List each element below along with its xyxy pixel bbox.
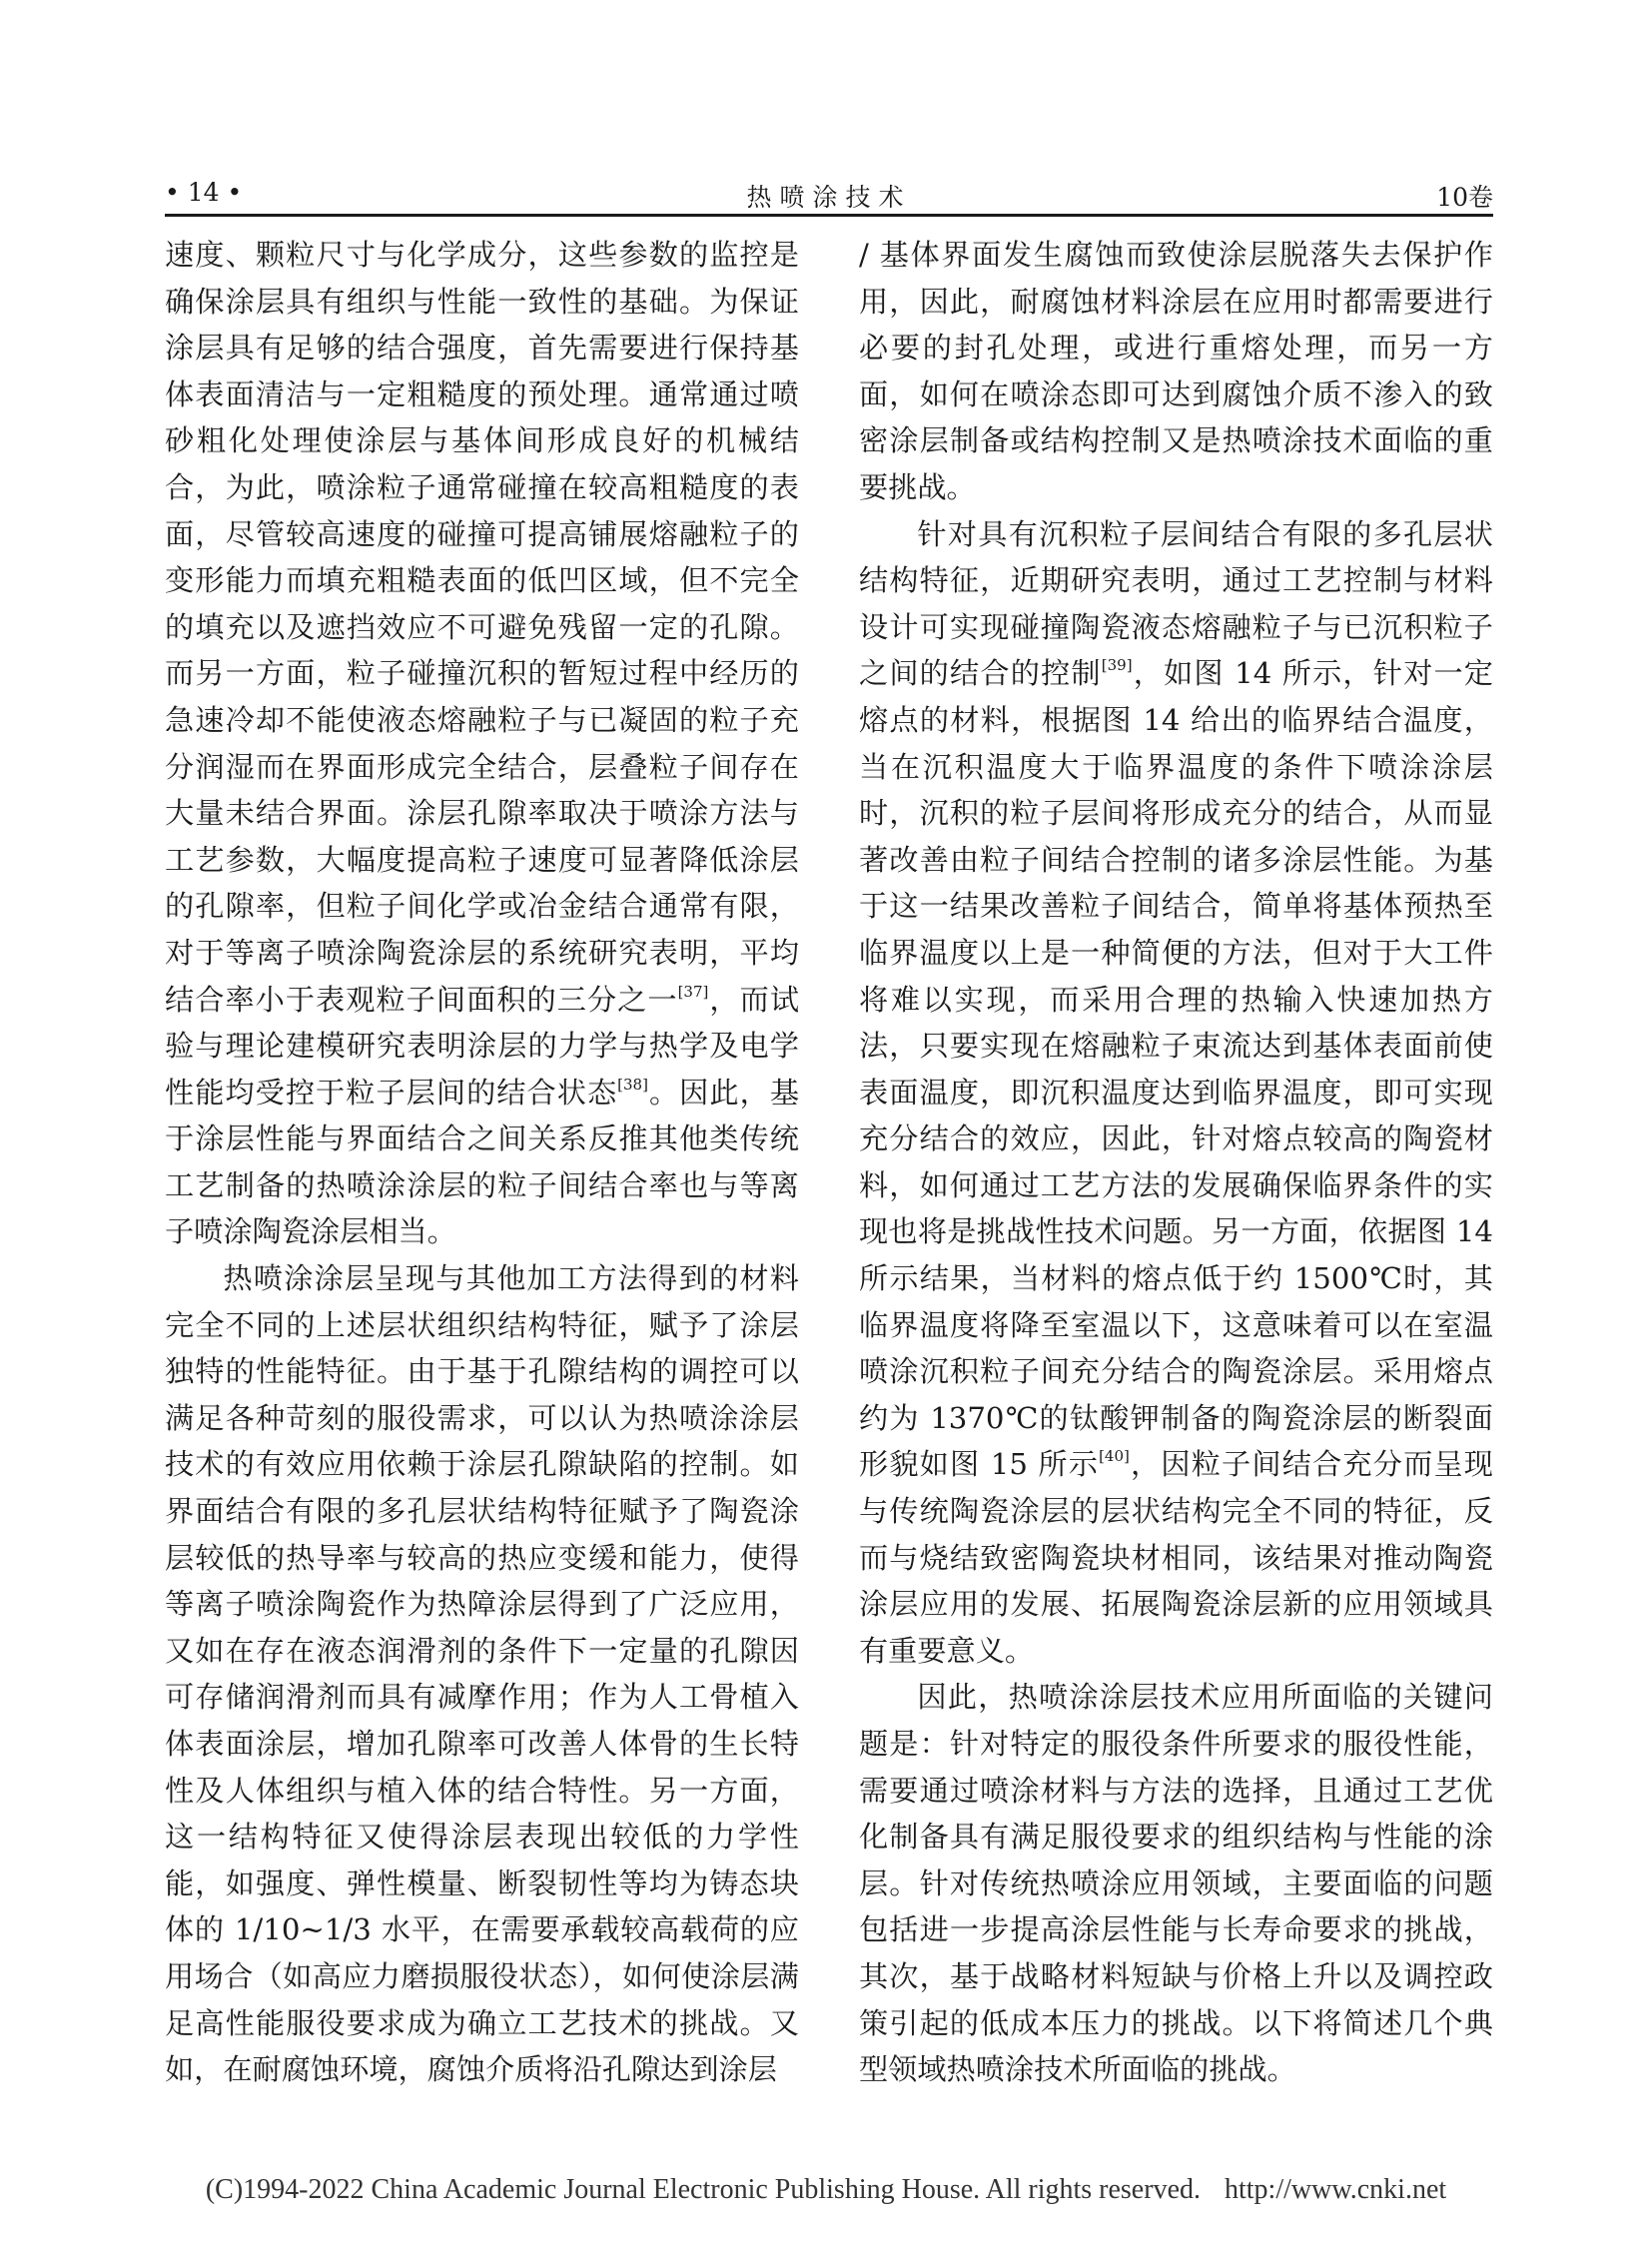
paragraph: 热喷涂涂层呈现与其他加工方法得到的材料完全不同的上述层状组织结构特征，赋予了涂层独特的性能特征。由于基于孔隙结构的调控可以满足各种苛刻的服役需求，可以认为热喷涂涂层技术的有效应用依赖于涂层孔隙缺陷的控制。如界面结合有限的多孔层状结构特征赋予了陶瓷涂层较低的热导率与较高的热应变缓和能力，使得等离子喷涂陶瓷作为热障涂层得到了广泛应用，又如在存在液态润滑剂的条件下一定量的孔隙因可存储润滑剂而具有减摩作用；作为人工骨植入体表面涂层，增加孔隙率可改善人体骨的生长特性及人体组织与植入体的结合特性。另一方面，这一结构特征又使得涂层表现出较低的力学性能，如强度、弹性模量、断裂韧性等均为铸态块体的 1/10~1/3 水平，在需要承载较高载荷的应用场合（如高应力磨损服役状态），如何使涂层满足高性能服役要求成为确立工艺技术的挑战。又如，在耐腐蚀环境，腐蚀介质将沿孔隙达到涂层 xyxy=(165,1261,799,2087)
header-rule xyxy=(165,214,1493,217)
citation-39: [39] xyxy=(1101,656,1133,675)
paragraph-text: 速度、颗粒尺寸与化学成分，这些参数的监控是确保涂层具有组织与性能一致性的基础。为保证涂层具有足够的结合强度，首先需要进行保持基体表面清洁与一定粗糙度的预处理。通常通过喷砂粗化处理使涂层与基体间形成良好的机械结合，为此，喷涂粒子通常碰撞在较高粗糙度的表面，尽管较高速度的碰撞可提高铺展熔融粒子的变形能力而填充粗糙表面的低凹区域，但不完全的填充以及遮挡效应不可避免残留一定的孔隙。而另一方面，粒子碰撞沉积的暂短过程中经历的急速冷却不能使液态熔融粒子与已凝固的粒子充分润湿而在界面形成完全结合，层叠粒子间存在大量未结合界面。涂层孔隙率取决于喷涂方法与工艺参数，大幅度提高粒子速度可显著降低涂层的孔隙率，但粒子间化学或冶金结合通常有限，对于等离子喷涂陶瓷涂层的系统研究表明，平均结合率小于表观粒子间面积的三分之一 xyxy=(165,238,799,1017)
paragraph: / 基体界面发生腐蚀而致使涂层脱落失去保护作用，因此，耐腐蚀材料涂层在应用时都需要进行必要的封孔处理，或进行重熔处理，而另一方面，如何在喷涂态即可达到腐蚀介质不渗入的致密涂层制备或结构控制又是热喷涂技术面临的重要挑战。 xyxy=(859,238,1493,504)
citation-40: [40] xyxy=(1099,1447,1130,1466)
paragraph xyxy=(165,232,799,1255)
paragraph-text: ，而试验与理论建模研究表明涂层的力学与热学及电学性能均受控于粒子层间的结合状态 xyxy=(165,982,800,1110)
footer-url[interactable]: http://www.cnki.net xyxy=(1225,2174,1447,2205)
journal-title: 热喷涂技术 xyxy=(746,183,912,212)
right-column xyxy=(859,232,1493,2093)
citation-38: [38] xyxy=(617,1075,648,1094)
paragraph-text: ，如图 14 所示，针对一定熔点的材料，根据图 14 给出的临界结合温度，当在沉积温度大于临界温度的条件下喷涂涂层时，沉积的粒子层间将形成充分的结合，从而显著改善由粒子间结合控制的诸多涂层性能。为基于这一结果改善粒子间结合，简单将基体预热至临界温度以上是一种简便的方法，但对于大工件将难以实现，而采用合理的热输入快速加热方法，只要实现在熔融粒子束流达到基体表面前使表面温度，即沉积温度达到临界温度，即可实现充分结合的效应，因此，针对熔点较高的陶瓷材料，如何通过工艺方法的发展确保临界条件的实现也将是挑战性技术问题。另一方面，依据图 14 所示结果，当材料的熔点低于约 1500℃时，其临界温度将降至室温以下，这意味着可以在室温喷涂沉积粒子间充分结合的陶瓷涂层。采用熔点约为 1370℃的钛酸钾制备的陶瓷涂层的断裂面形貌如图 15 所示 xyxy=(859,656,1493,1482)
page-number: • 14 • xyxy=(165,178,243,207)
paragraph xyxy=(859,511,1493,1675)
copyright-text: (C)1994-2022 China Academic Journal Electronic Publishing House. All rights reserved. xyxy=(205,2174,1201,2205)
paragraph-text: 针对具有沉积粒子层间结合有限的多孔层状结构特征，近期研究表明，通过工艺控制与材料设计可实现碰撞陶瓷液态熔融粒子与已沉积粒子之间的结合的控制 xyxy=(859,516,1493,691)
paragraph-text: ，因粒子间结合充分而呈现与传统陶瓷涂层的层状结构完全不同的特征，反而与烧结致密陶瓷块材相同，该结果对推动陶瓷涂层应用的发展、拓展陶瓷涂层新的应用领域具有重要意义。 xyxy=(859,1447,1493,1668)
page-header xyxy=(165,178,1493,212)
citation-37: [37] xyxy=(677,982,709,1001)
volume-label: 10卷 xyxy=(1436,183,1493,212)
paragraph: 因此，热喷涂涂层技术应用所面临的关键问题是：针对特定的服役条件所要求的服役性能，需要通过喷涂材料与方法的选择，且通过工艺优化制备具有满足服役要求的组织结构与性能的涂层。针对传统热喷涂应用领域，主要面临的问题包括进一步提高涂层性能与长寿命要求的挑战，其次，基于战略材料短缺与价格上升以及调控政策引起的低成本压力的挑战。以下将简述几个典型领域热喷涂技术所面临的挑战。 xyxy=(859,1680,1493,2087)
paragraph-text: 。因此，基于涂层性能与界面结合之间关系反推其他类传统工艺制备的热喷涂涂层的粒子间结合率也与等离子喷涂陶瓷涂层相当。 xyxy=(165,1075,800,1249)
left-column xyxy=(165,232,799,2093)
copyright-footer xyxy=(0,2174,1652,2206)
